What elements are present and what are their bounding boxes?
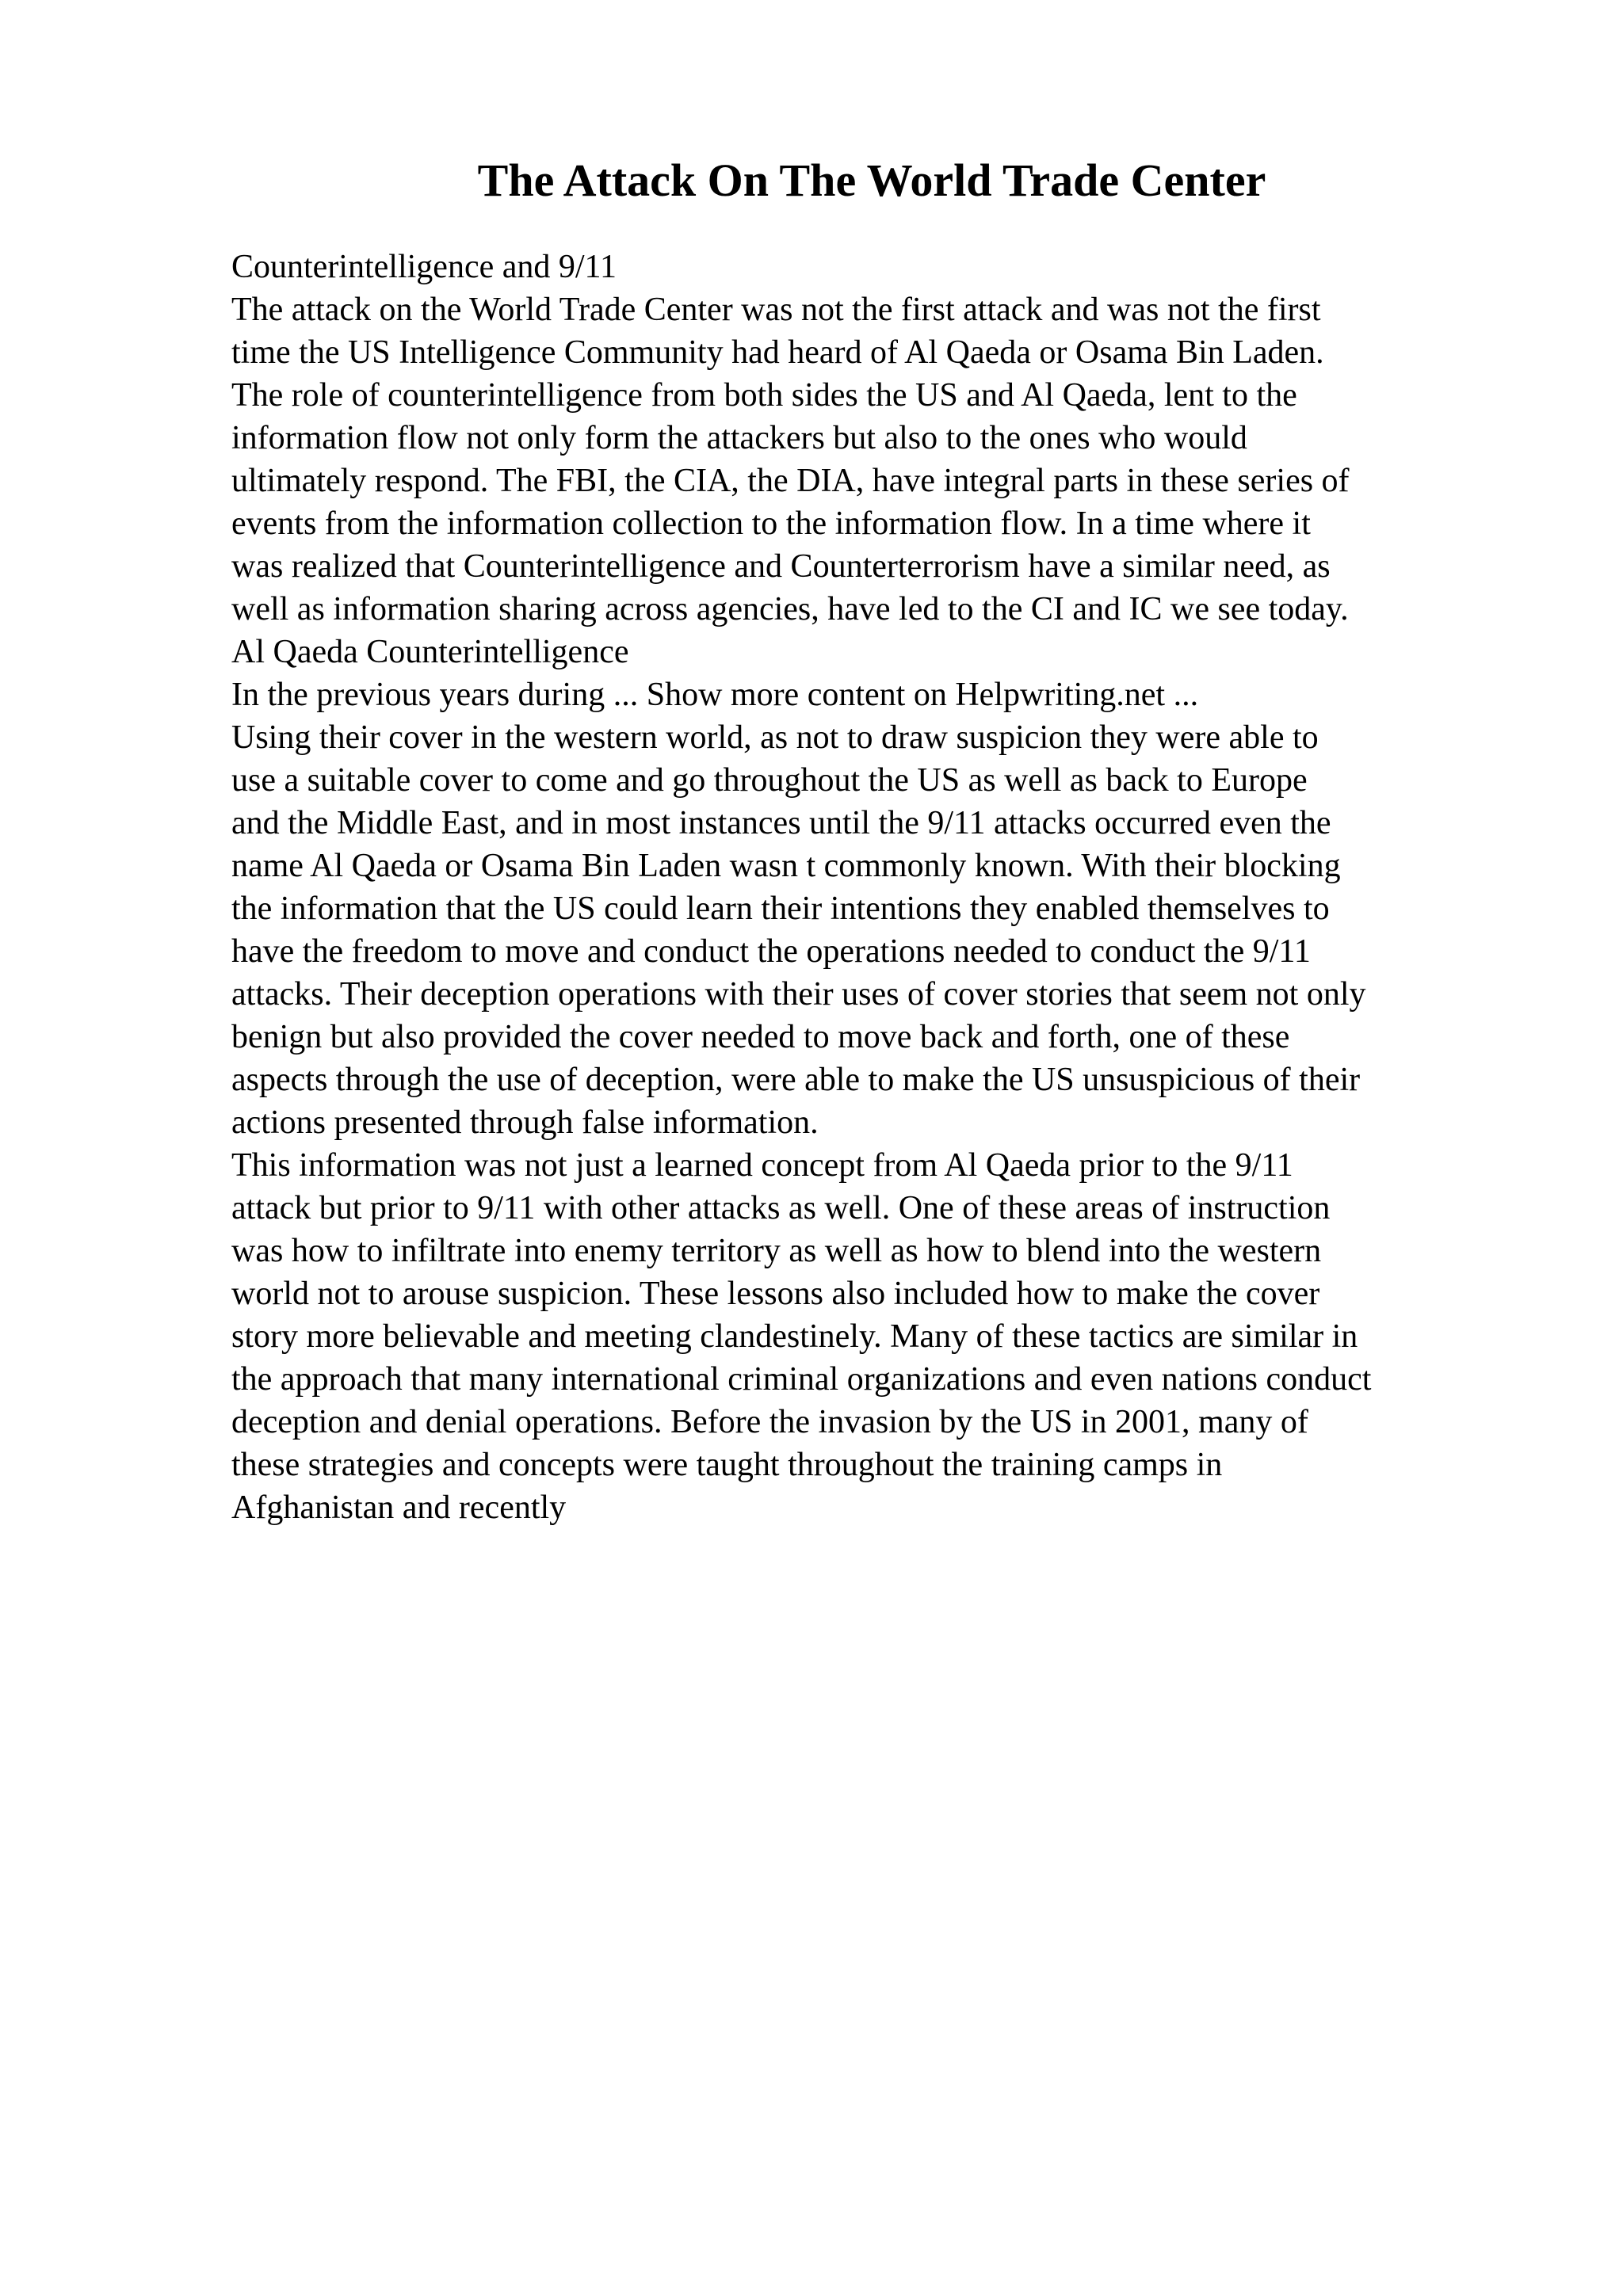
text-line: benign but also provided the cover needed to move back and forth, one of these [231, 1019, 1290, 1055]
text-line: Using their cover in the western world, as not to draw suspicion they were able to [231, 719, 1319, 756]
text-line: Afghanistan and recently [231, 1489, 567, 1526]
text-line: events from the information collection to the information flow. In a time where it [231, 505, 1311, 542]
text-line: world not to arouse suspicion. These lessons also included how to make the cover [231, 1276, 1320, 1312]
text-line: attacks. Their deception operations with their uses of cover stories that seem not only [231, 976, 1366, 1013]
text-line: story more believable and meeting clandestinely. Many of these tactics are similar in [231, 1318, 1358, 1355]
text-line: actions presented through false information. [231, 1104, 819, 1141]
text-line: This information was not just a learned concept from Al Qaeda prior to the 9/11 [231, 1147, 1293, 1184]
text-line: and the Middle East, and in most instances until the 9/11 attacks occurred even the [231, 805, 1331, 841]
text-line: deception and denial operations. Before the invasion by the US in 2001, many of [231, 1404, 1308, 1440]
text-line: these strategies and concepts were taught throughout the training camps in [231, 1447, 1223, 1483]
text-line: aspects through the use of deception, were able to make the US unsuspicious of their [231, 1062, 1361, 1098]
document-title: The Attack On The World Trade Center [477, 154, 1266, 206]
text-line: the approach that many international criminal organizations and even nations conduct [231, 1361, 1372, 1398]
text-line: the information that the US could learn their intentions they enabled themselves to [231, 891, 1330, 927]
text-line: time the US Intelligence Community had heard of Al Qaeda or Osama Bin Laden. [231, 334, 1324, 371]
text-line: In the previous years during ... Show more content on Helpwriting.net ... [231, 677, 1199, 713]
text-line: ultimately respond. The FBI, the CIA, the DIA, have integral parts in these series of [231, 463, 1350, 499]
text-line: Counterintelligence and 9/11 [231, 249, 617, 285]
text-line: name Al Qaeda or Osama Bin Laden wasn t commonly known. With their blocking [231, 848, 1341, 884]
text-line: well as information sharing across agencies, have led to the CI and IC we see today. [231, 591, 1349, 627]
text-line: use a suitable cover to come and go throughout the US as well as back to Europe [231, 762, 1308, 799]
text-line: was realized that Counterintelligence and Counterterrorism have a similar need, as [231, 548, 1331, 585]
text-line: attack but prior to 9/11 with other attacks as well. One of these areas of instruction [231, 1190, 1331, 1226]
text-line: information flow not only form the attackers but also to the ones who would [231, 420, 1247, 456]
text-line: The attack on the World Trade Center was not the first attack and was not the first [231, 292, 1321, 328]
text-line: have the freedom to move and conduct the operations needed to conduct the 9/11 [231, 933, 1311, 970]
text-line: was how to infiltrate into enemy territory as well as how to blend into the western [231, 1233, 1322, 1269]
text-line: Al Qaeda Counterintelligence [231, 634, 629, 670]
document-body [231, 246, 1594, 1529]
text-line: The role of counterintelligence from both sides the US and Al Qaeda, lent to the [231, 377, 1297, 414]
